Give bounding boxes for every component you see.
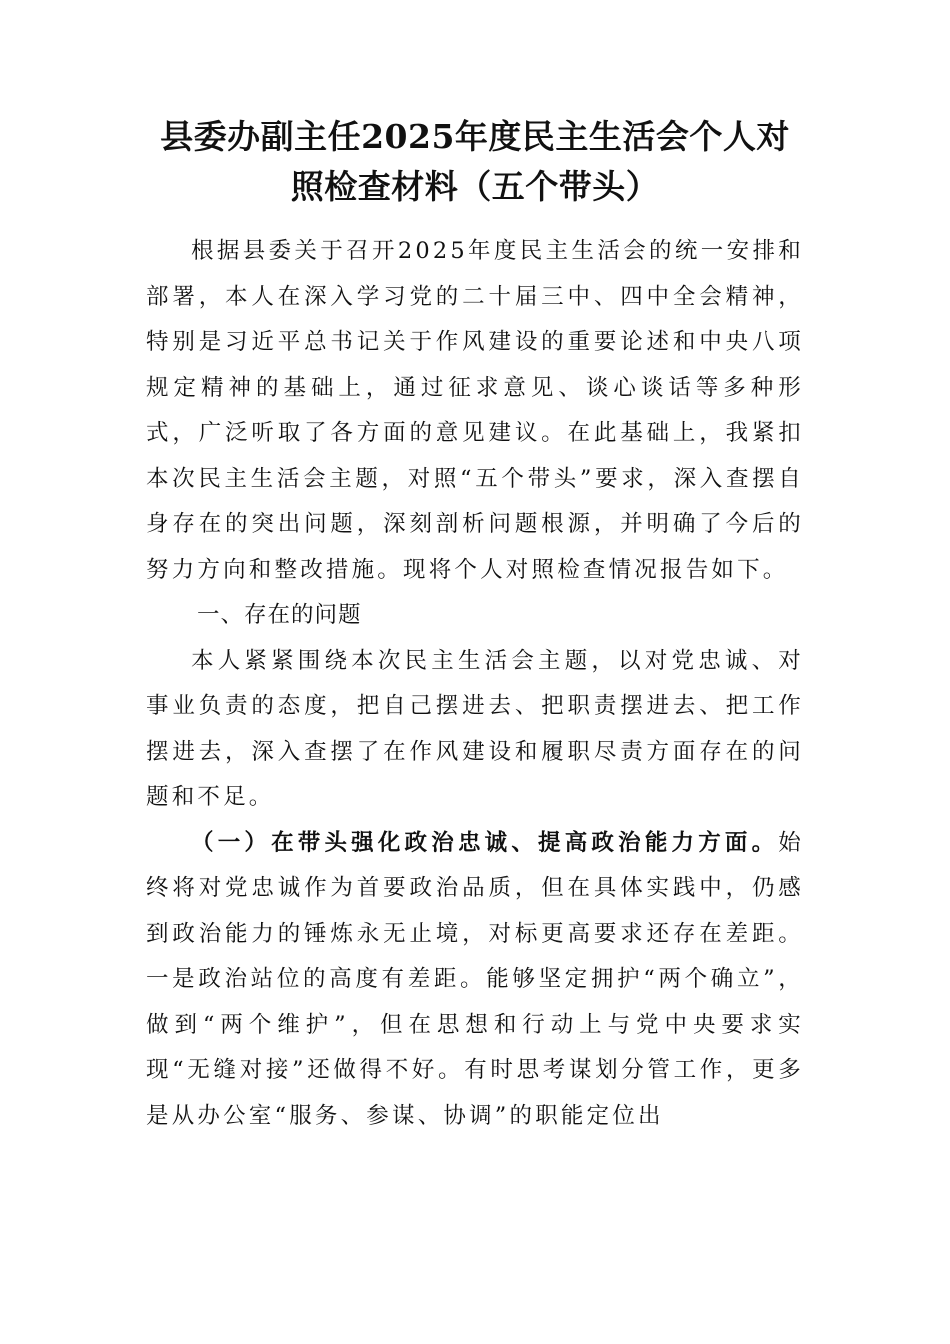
intro-paragraph: 根据县委关于召开2025年度民主生活会的统一安排和部署，本人在深入学习党的二十届三中、四中全会精神，特别是习近平总书记关于作风建设的重要论述和中央八项规定精神的基础上，通过征求意见、谈心谈话等多种形式，广泛听取了各方面的意见建议。在此基础上，我紧扣本次民主生活会主题，对照“五个带头”要求，深入查摆自身存在的突出问题，深刻剖析问题根源，并明确了今后的努力方向和整改措施。现将个人对照检查情况报告如下。 — [146, 238, 804, 583]
subsection-text: 始终将对党忠诚作为首要政治品质，但在具体实践中，仍感到政治能力的锤炼永无止境，对标更高要求还存在差距。一是政治站位的高度有差距。能够坚定拥护“两个确立”，做到“两个维护”，但在思想和行动上与党中央要求实现“无缝对接”还做得不好。有时思考谋划分管工作，更多是从办公室“服务、参谋、协调”的职能定位出 — [146, 829, 804, 1129]
document-title — [130, 112, 820, 212]
title-line-2: 照检查材料（五个带头） — [290, 167, 660, 206]
section-heading: 一、存在的问题 — [197, 602, 362, 628]
subsection-heading: （一）在带头强化政治忠诚、提高政治能力方面。 — [191, 829, 779, 856]
section-paragraph: 本人紧紧围绕本次民主生活会主题，以对党忠诚、对事业负责的态度，把自己摆进去、把职责摆进去、把工作摆进去，深入查摆了在作风建设和履职尽责方面存在的问题和不足。 — [146, 647, 804, 810]
subsection-paragraph — [146, 821, 804, 1140]
title-line-1: 县委办副主任2025年度民主生活会个人对 — [160, 117, 790, 156]
document-body — [146, 229, 804, 1139]
